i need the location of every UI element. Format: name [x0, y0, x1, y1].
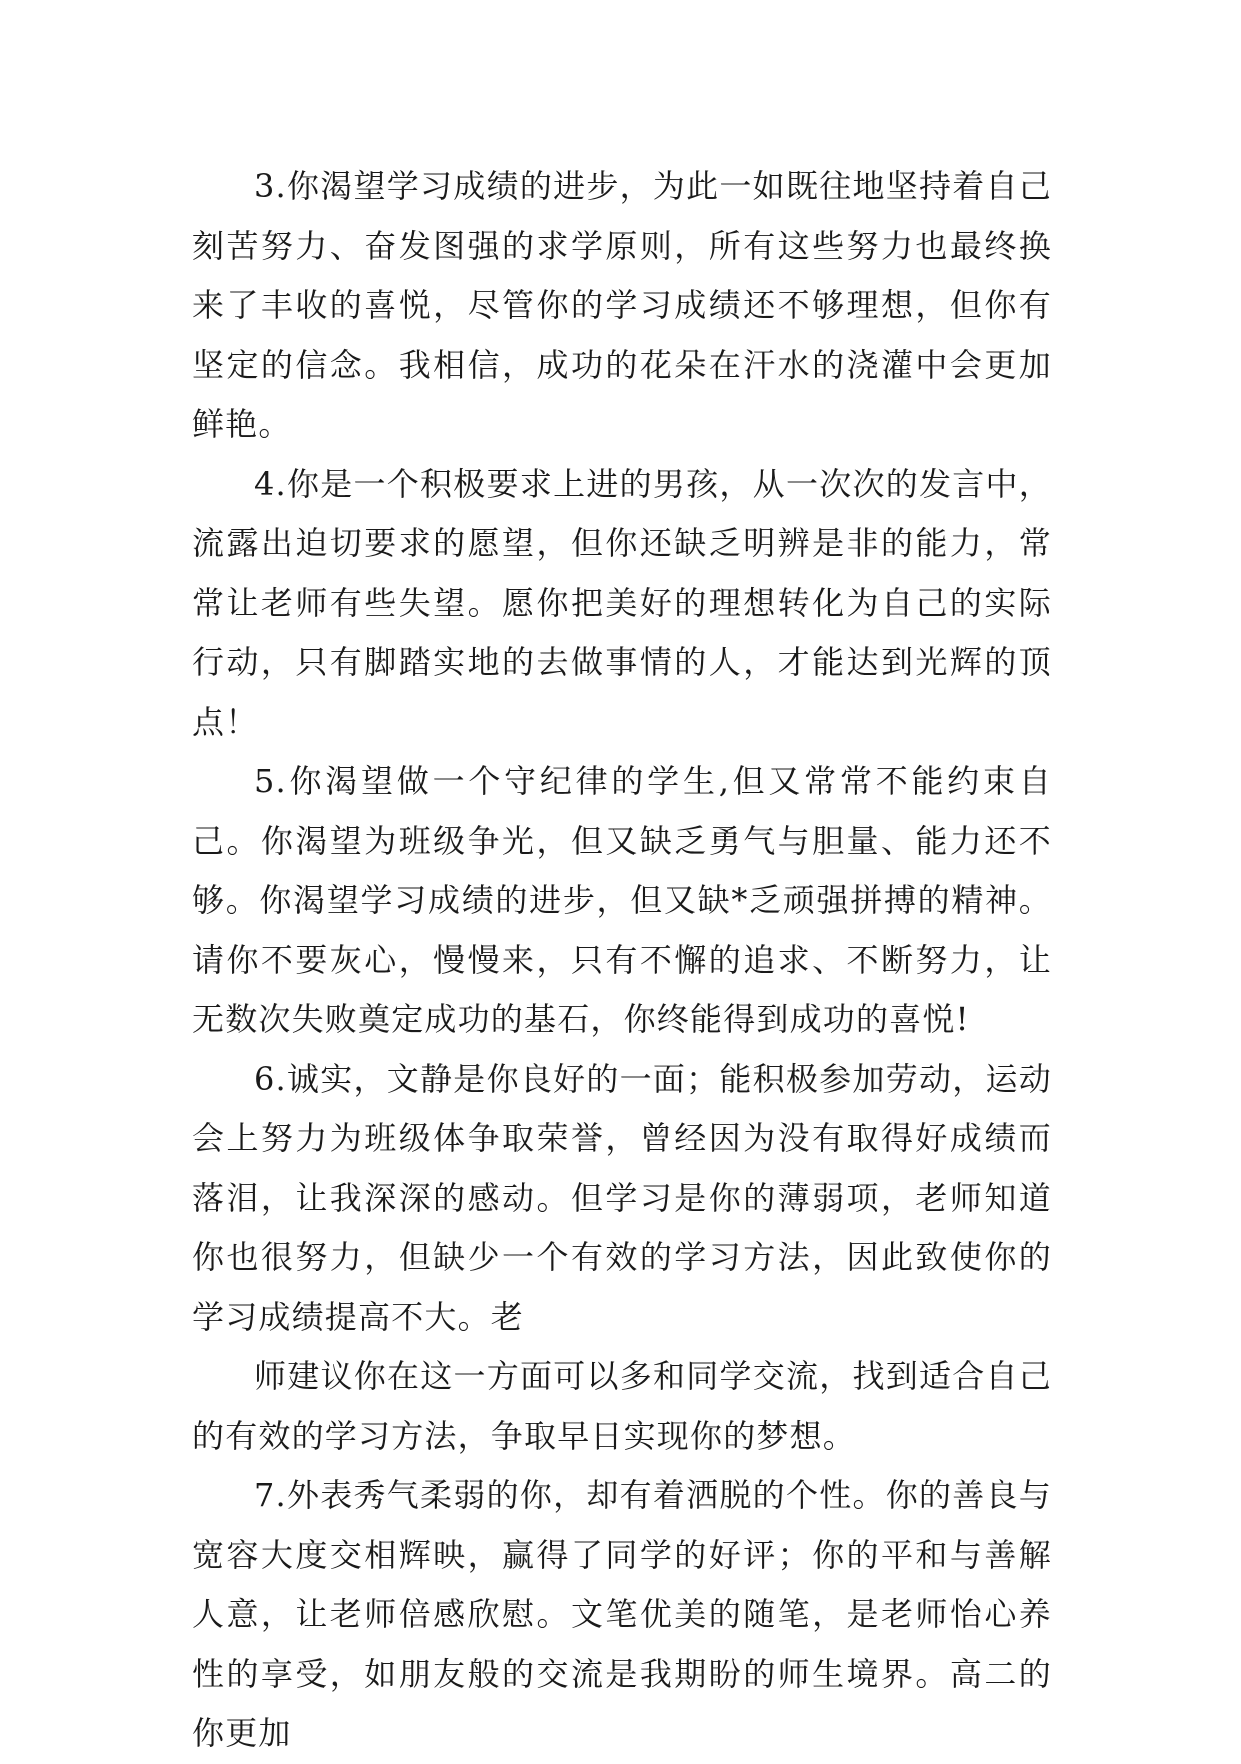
paragraph-comment-6-continued: 师建议你在这一方面可以多和同学交流，找到适合自己的有效的学习方法，争取早日实现你的梦想。 [192, 1357, 1052, 1455]
paragraph-comment-3: 3.你渴望学习成绩的进步，为此一如既往地坚持着自己刻苦努力、奋发图强的求学原则，所有这些努力也最终换来了丰收的喜悦，尽管你的学习成绩还不够理想，但你有坚定的信念。我相信，成功的花朵在汗水的浇灌中会更加鲜艳。 [192, 167, 1052, 443]
paragraph-comment-5: 5.你渴望做一个守纪律的学生,但又常常不能约束自己。你渴望为班级争光，但又缺乏勇气与胆量、能力还不够。你渴望学习成绩的进步，但又缺*乏顽强拼搏的精神。请你不要灰心，慢慢来，只有不懈的追求、不断努力，让无数次失败奠定成功的基石，你终能得到成功的喜悦! [192, 762, 1052, 1038]
document-body [192, 157, 1052, 1764]
paragraph-comment-6: 6.诚实，文静是你良好的一面；能积极参加劳动，运动会上努力为班级体争取荣誉，曾经因为没有取得好成绩而落泪，让我深深的感动。但学习是你的薄弱项，老师知道你也很努力，但缺少一个有效的学习方法，因此致使你的学习成绩提高不大。老 [192, 1059, 1052, 1336]
paragraph-comment-4: 4.你是一个积极要求上进的男孩，从一次次的发言中，流露出迫切要求的愿望，但你还缺乏明辨是非的能力，常常让老师有些失望。愿你把美好的理想转化为自己的实际行动，只有脚踏实地的去做事情的人，才能达到光辉的顶点！ [192, 464, 1052, 741]
paragraph-comment-7: 7.外表秀气柔弱的你，却有着洒脱的个性。你的善良与宽容大度交相辉映，赢得了同学的好评；你的平和与善解人意，让老师倍感欣慰。文笔优美的随笔，是老师怡心养性的享受，如朋友般的交流是我期盼的师生境界。高二的你更加 [192, 1476, 1052, 1752]
